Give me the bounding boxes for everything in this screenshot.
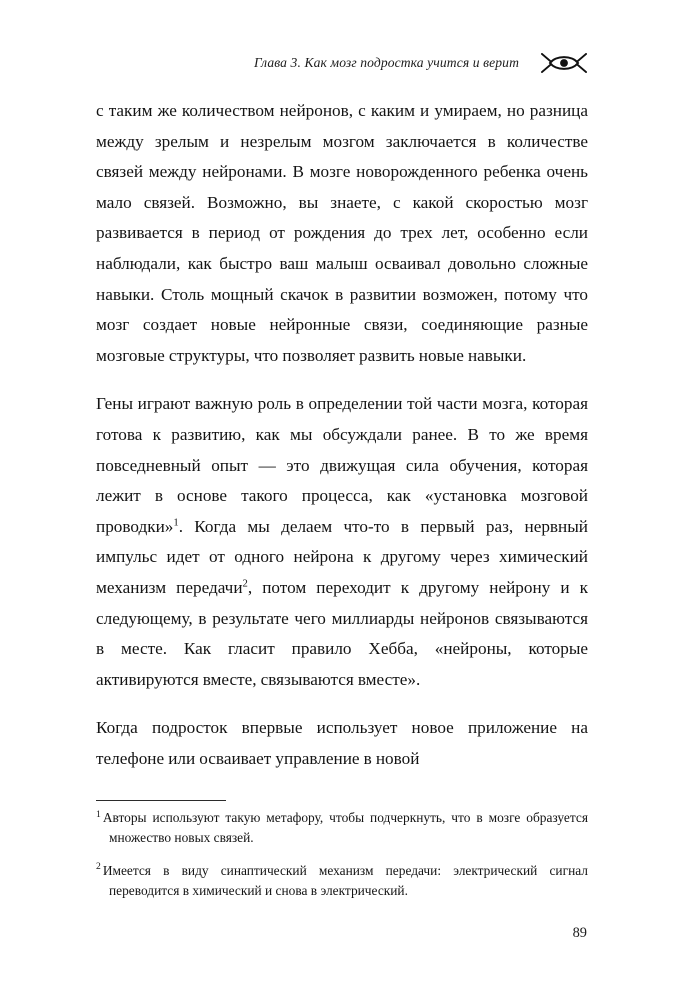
footnote-2-marker: 2: [96, 861, 101, 873]
page-number: 89: [572, 925, 587, 941]
paragraph-3: Когда подросток впервые использует новое приложение на телефоне или осваивает управление в новой: [96, 718, 588, 768]
footnote-1: [96, 808, 588, 849]
paragraph-2-part-2: . Когда мы делаем что-то в первый раз, нервный импульс идет от одного нейрона к другому через химический механизм передачи: [96, 516, 588, 597]
body-text-column: [96, 96, 588, 774]
footnote-2: [96, 861, 588, 902]
footnote-1-text: Авторы используют такую метафору, чтобы подчеркнуть, что в мозге образуется множество новых связей.: [102, 810, 588, 846]
footnote-ref-1[interactable]: 1: [173, 516, 179, 528]
footnote-ref-2[interactable]: 2: [242, 578, 248, 590]
paragraph-2: [96, 389, 588, 695]
eye-ornament-icon: [541, 50, 587, 76]
footnote-separator-rule: [96, 800, 226, 801]
footnote-area: [96, 800, 588, 902]
running-head-title: Глава 3. Как мозг подростка учится и верит: [254, 55, 519, 70]
paragraph-1: с таким же количеством нейронов, с каким и умираем, но разница между зрелым и незрелым мозгом заключается в количестве связей между нейронами. В мозге новорожденного ребенка очень мало связей. Возможно, вы знаете, с какой скоростью мозг развивается в период от рождения до трех лет, особенно если наблюдали, как быстро ваш малыш осваивал довольно сложные навыки. Столь мощный скачок в развитии возможен, потому что мозг создает новые нейронные связи, соединяющие разные мозговые структуры, что позволяет развить новые навыки.: [96, 101, 588, 365]
paragraph-2-part-3: , потом переходит к другому нейрону и к следующему, в результате чего миллиарды нейронов связываются в месте. Как гласит правило Хебба, «нейроны, которые активируются вместе, связываются вместе».: [96, 577, 588, 689]
footnote-2-text: Имеется в виду синаптический механизм передачи: электрический сигнал переводится в химический и снова в электрический.: [102, 862, 588, 899]
paragraph-2-part-1: Гены играют важную роль в определении той части мозга, которая готова к развитию, как мы обсуждали ранее. В то же время повседневный опыт — это движущая сила обучения, которая лежит в основе такого процесса, как «установка мозговой проводки»: [96, 394, 588, 536]
footnote-1-marker: 1: [96, 808, 101, 820]
running-head: [96, 48, 587, 78]
